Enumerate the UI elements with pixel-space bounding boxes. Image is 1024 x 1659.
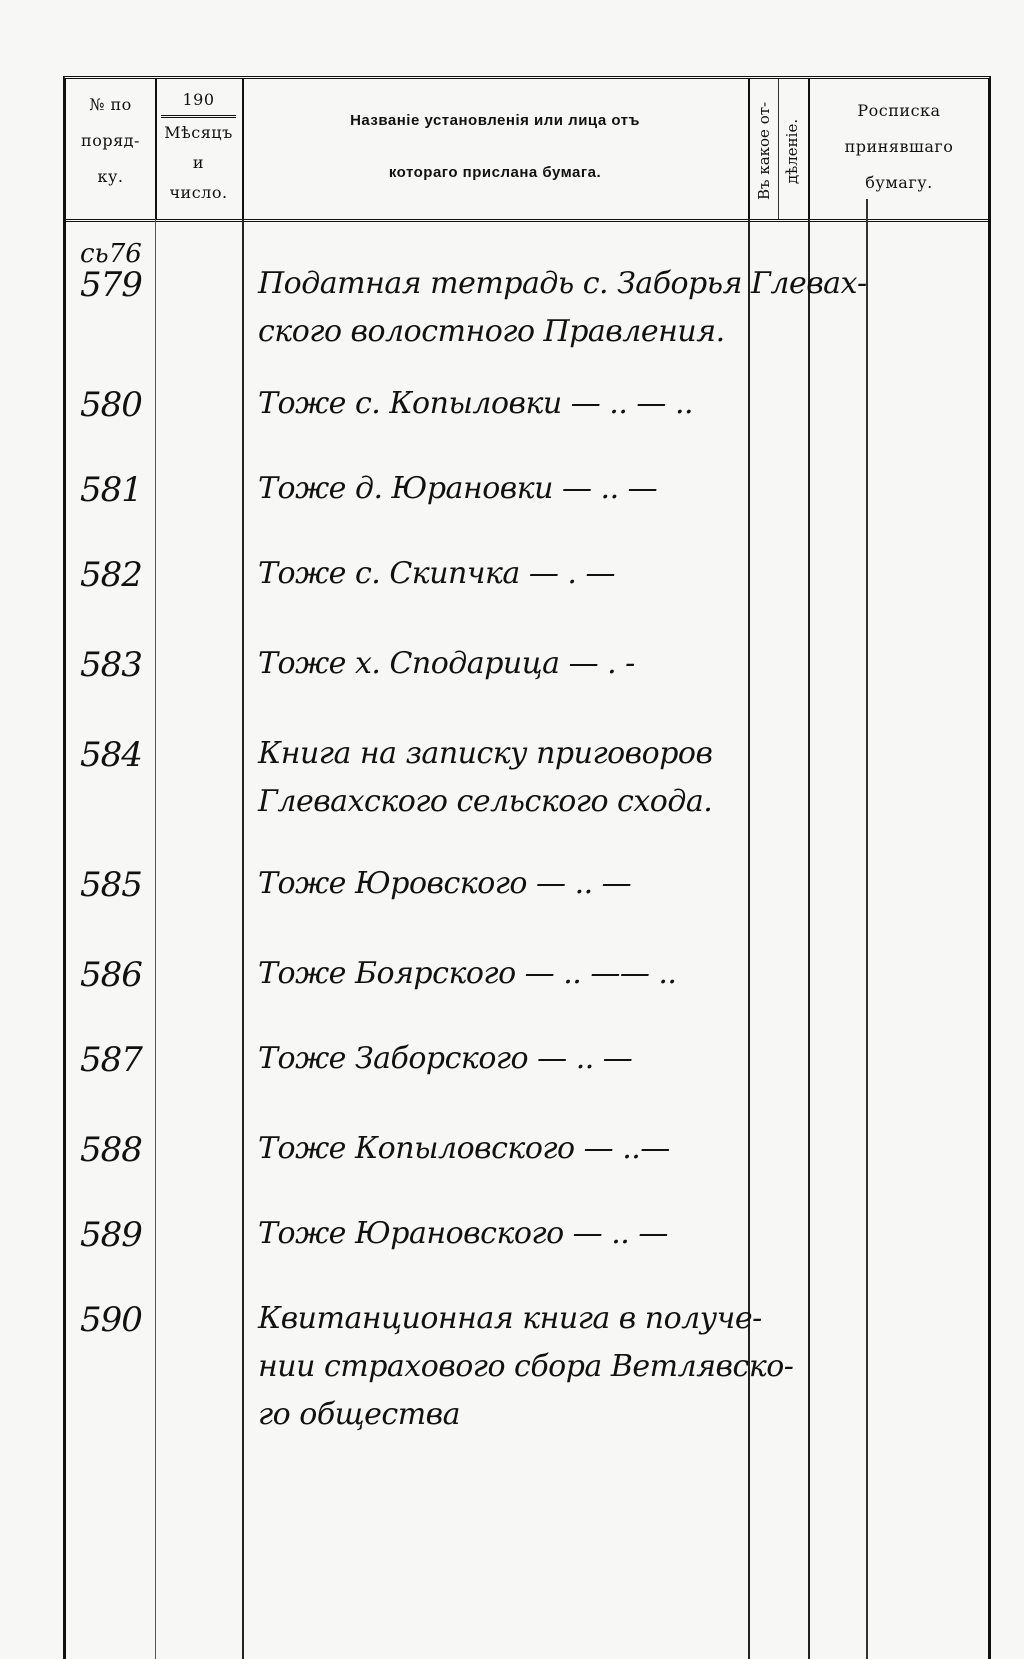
- entry-number: 582: [80, 555, 142, 595]
- header-receipt-line: Росписка: [857, 101, 941, 120]
- entry-number: 580: [80, 385, 142, 425]
- entry-text-line: нии страхового сбора Ветлявско-: [258, 1349, 794, 1384]
- entry-text-line: Тоже Копыловского — ..—: [258, 1131, 670, 1166]
- entry-text-line: Тоже Юровского — .. —: [258, 866, 632, 901]
- table-header: [66, 79, 988, 222]
- body-divider: [808, 219, 810, 1659]
- entry-number: 585: [80, 865, 142, 905]
- entry-text-line: Тоже Юрановского — .. —: [258, 1216, 668, 1251]
- entry-number: 581: [80, 470, 142, 510]
- header-and: и: [192, 153, 205, 172]
- header-col-date: [155, 85, 242, 208]
- entry-text-line: Тоже д. Юрановки — .. —: [258, 471, 658, 506]
- entry-text-line: ского волостного Правления.: [258, 314, 725, 349]
- entry-number: 579: [80, 265, 142, 305]
- header-col-no-line: поряд-: [81, 131, 140, 150]
- header-month: Мѣсяцъ: [164, 123, 233, 142]
- entry-number: 584: [80, 735, 142, 775]
- header-col-name: [242, 103, 748, 191]
- entry-text-line: Глевахского сельского схода.: [258, 784, 713, 819]
- header-name-line: котораго прислана бумага.: [388, 164, 602, 181]
- register-page: [63, 76, 991, 1659]
- header-col-receipt: [810, 93, 988, 201]
- entry-number: 583: [80, 645, 142, 685]
- entry-number: 590: [80, 1300, 142, 1340]
- header-year: 190: [161, 85, 236, 118]
- entry-text-line: го общества: [258, 1397, 461, 1432]
- entry-text-line: Квитанционная книга в получе-: [258, 1301, 762, 1336]
- header-receipt-line: принявшаго: [844, 137, 954, 156]
- entry-number: 589: [80, 1215, 142, 1255]
- entry-number: 588: [80, 1130, 142, 1170]
- entry-text-line: Книга на записку приговоров: [258, 736, 713, 771]
- header-col-dept: Въ какое от- дѣленіе.: [755, 101, 801, 201]
- body-divider: [242, 219, 244, 1659]
- entry-text-line: Тоже с. Скипчка — . —: [258, 556, 615, 591]
- entry-text-line: Податная тетрадь с. Заборья Глевах-: [258, 266, 867, 301]
- entry-text-line: Тоже Заборского — .. —: [258, 1041, 633, 1076]
- body-divider: [155, 219, 156, 1659]
- entry-text-line: Тоже х. Сподарица — . -: [258, 646, 635, 681]
- header-col-no-line: ку.: [97, 167, 124, 186]
- entry-prefix: сь76: [80, 239, 142, 269]
- header-col-no: [66, 87, 155, 195]
- entry-number: 587: [80, 1040, 142, 1080]
- body-divider: [748, 219, 750, 1659]
- entry-text-line: Тоже с. Копыловки — .. — ..: [258, 386, 694, 421]
- header-receipt-line: бумагу.: [865, 173, 933, 192]
- header-day: число.: [169, 183, 228, 202]
- entry-number: 586: [80, 955, 142, 995]
- body-divider: [866, 199, 868, 1659]
- header-col-no-line: № по: [89, 95, 132, 114]
- header-name-line: Названіе установленія или лица отъ: [350, 112, 640, 129]
- entry-text-line: Тоже Боярского — .. —— ..: [258, 956, 677, 991]
